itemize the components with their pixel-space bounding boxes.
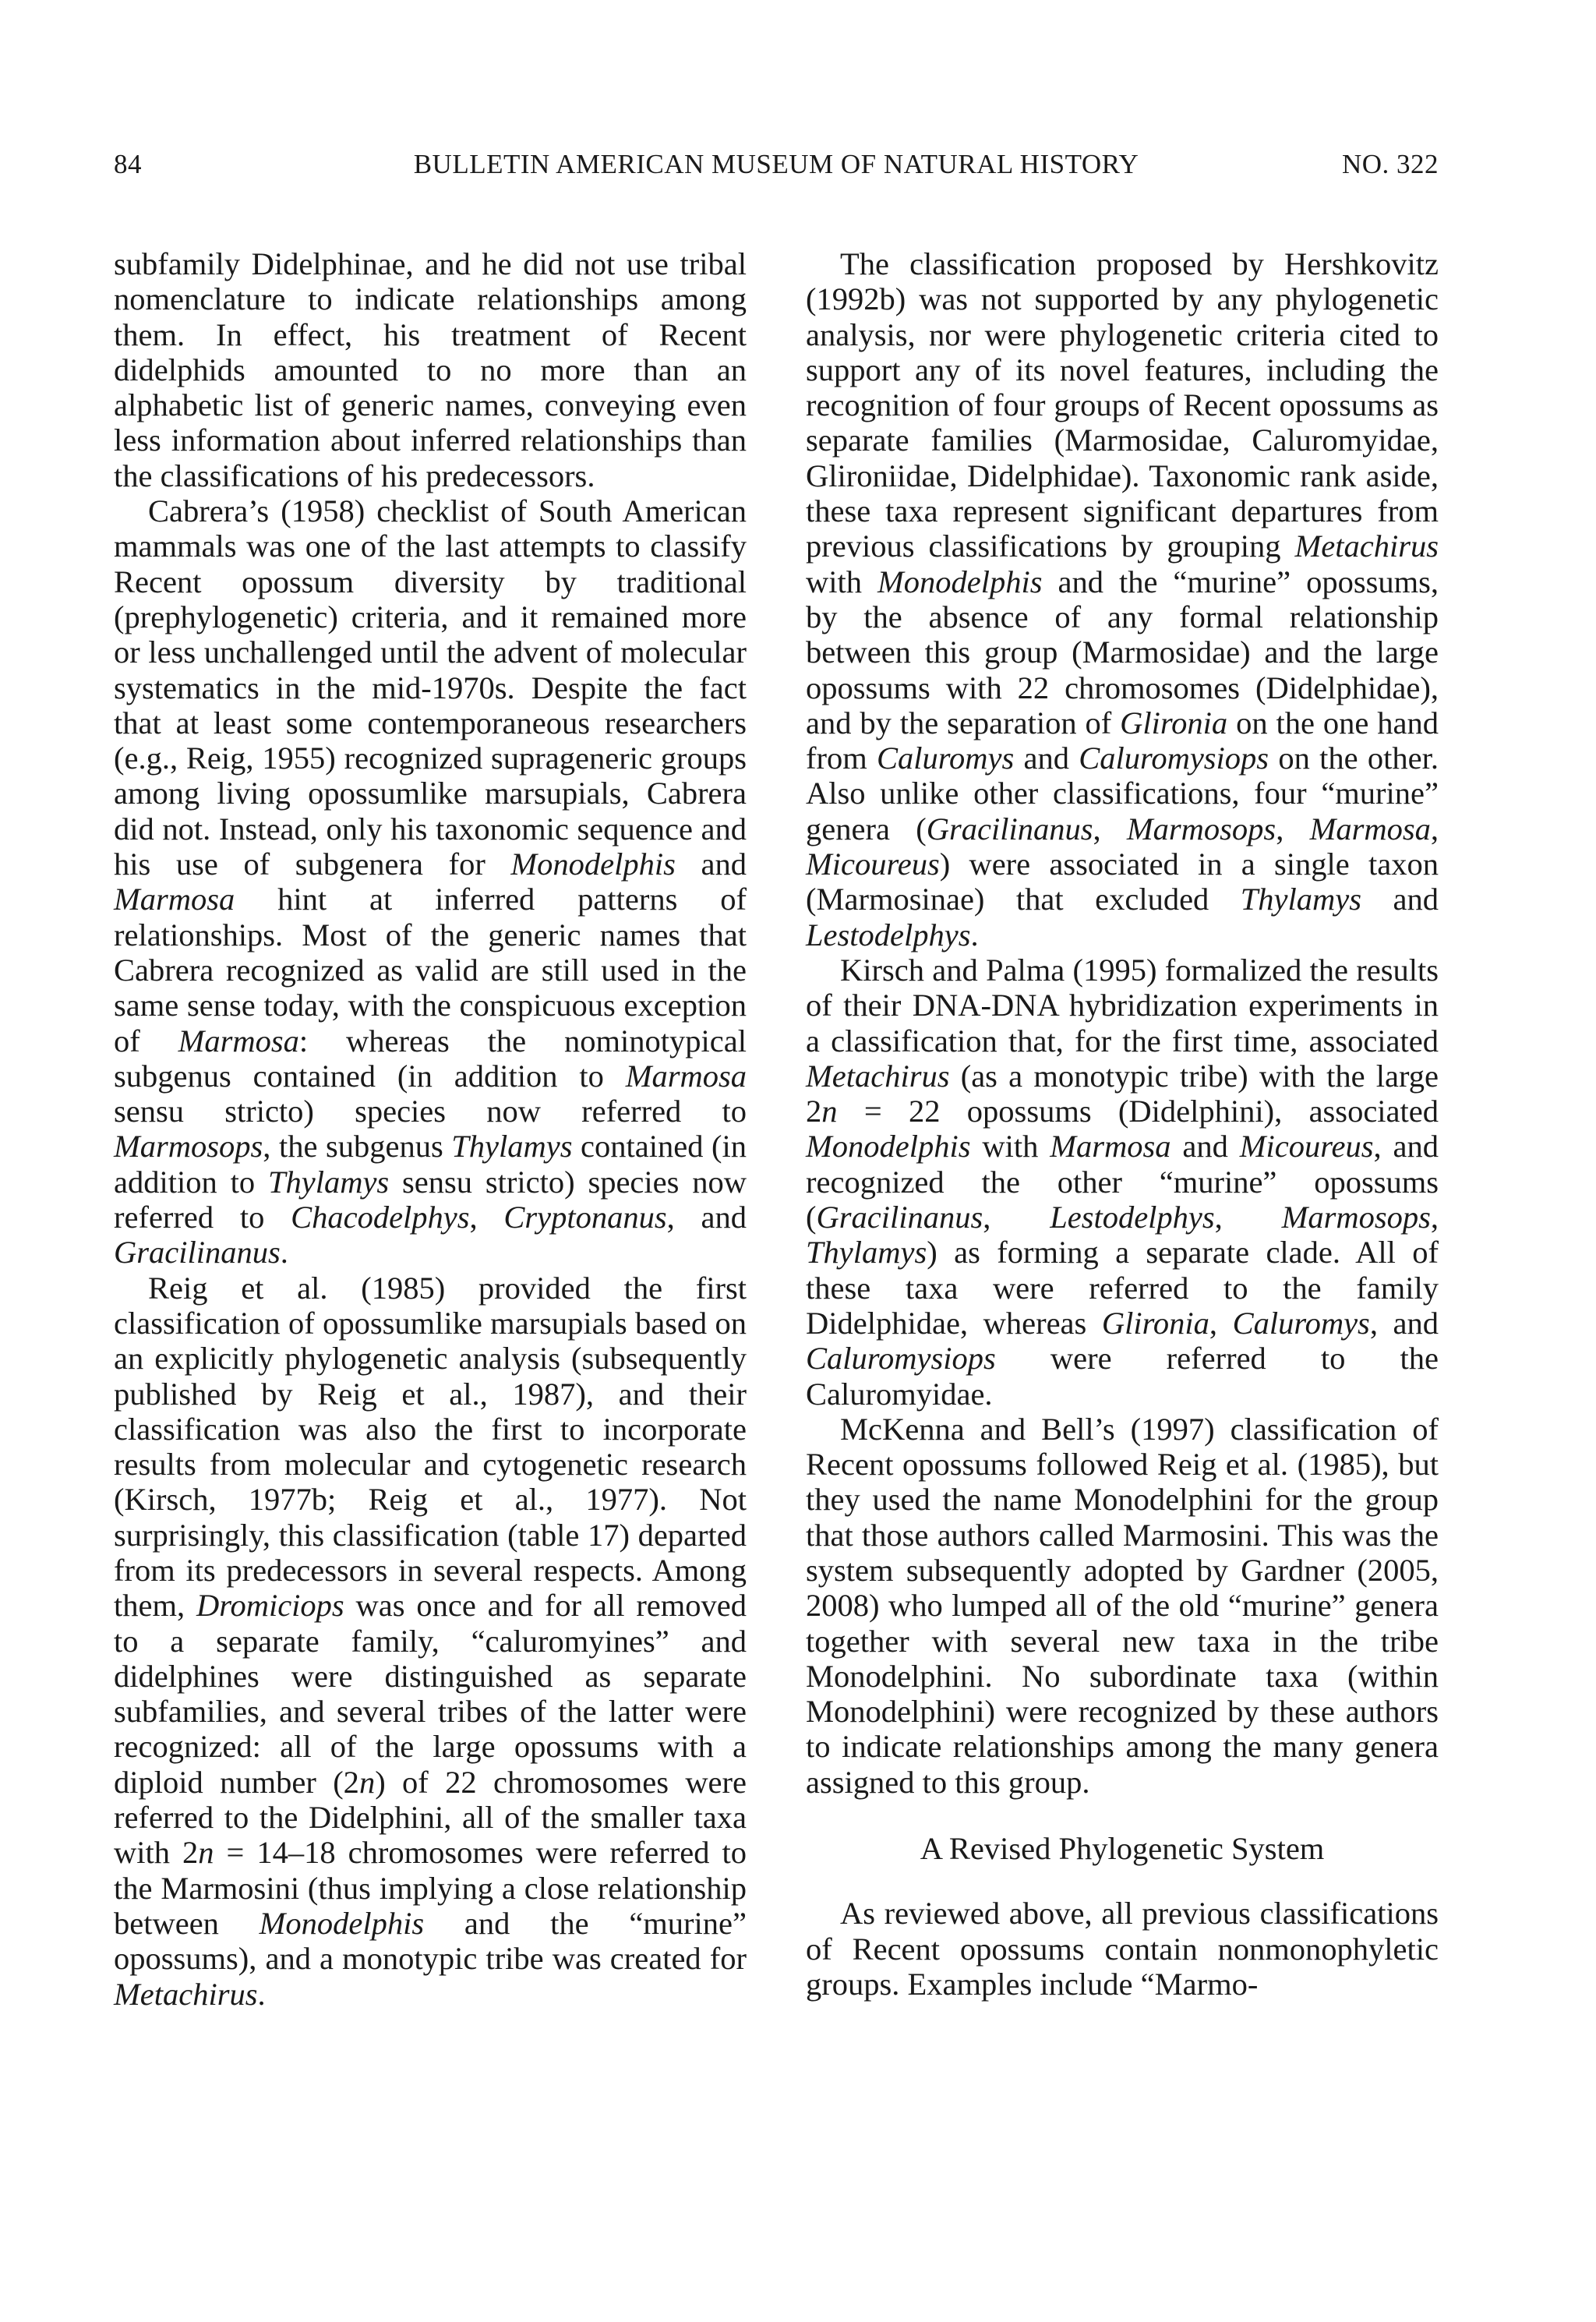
right-paragraph-4: As reviewed above, all previous classifications of Recent opossums contain nonmonophyletic groups. Examples include “Marmo- [806, 1896, 1439, 2002]
page-number: 84 [114, 149, 142, 179]
right-paragraph-2: Kirsch and Palma (1995) formalized the results of their DNA-DNA hybridization experiments in a classification that, for the first time, associated Metachirus (as a monotypic tribe) with the large 2n = 22 opossums (Didelphini), associated Monodelphis with Marmosa and Micoureus, and recognized the other “murine” opossums (Gracilinanus, Lestodelphys, Marmosops, Thylamys) as forming a separate clade. All of these taxa were referred to the family Didelphidae, whereas Glironia, Caluromys, and Caluromysiops were referred to the Caluromyidae. [806, 952, 1439, 1412]
right-paragraph-3: McKenna and Bell’s (1997) classification of Recent opossums followed Reig et al. (1985), but they used the name Monodelphini for the group that those authors called Marmosini. This was the system subsequently adopted by Gardner (2005, 2008) who lumped all of the old “murine” genera together with several new taxa in the tribe Monodelphini. No subordinate taxa (within Monodelphini) were recognized by these authors to indicate relationships among the many genera assigned to this group. [806, 1411, 1439, 1800]
issue-number: NO. 322 [1341, 149, 1439, 179]
right-column [806, 246, 1439, 2002]
running-head [114, 145, 1439, 184]
left-paragraph-1: subfamily Didelphinae, and he did not use tribal nomenclature to indicate relationships among them. In effect, his treatment of Recent didelphids amounted to no more than an alphabetic list of generic names, conveying even less information about inferred relationships than the classifications of his predecessors. [114, 246, 747, 493]
section-heading: A Revised Phylogenetic System [920, 1831, 1325, 1867]
right-paragraph-1: The classification proposed by Hershkovitz (1992b) was not supported by any phylogenetic analysis, nor were phylogenetic criteria cited to support any of its novel features, including the recognition of four groups of Recent opossums as separate families (Marmosidae, Caluromyidae, Glironiidae, Didelphidae). Taxonomic rank aside, these taxa represent significant departures from previous classifications by grouping Metachirus with Monodelphis and the “murine” opossums, by the absence of any formal relationship between this group (Marmosidae) and the large opossums with 22 chromosomes (Didelphidae), and by the separation of Glironia on the one hand from Caluromys and Caluromysiops on the other. Also unlike other classifications, four “murine” genera (Gracilinanus, Marmosops, Marmosa, Micoureus) were associated in a single taxon (Marmosinae) that excluded Thylamys and Lestodelphys. [806, 246, 1439, 952]
journal-title: BULLETIN AMERICAN MUSEUM OF NATURAL HISTORY [413, 149, 1139, 179]
left-paragraph-3: Reig et al. (1985) provided the first classification of opossumlike marsupials based on an explicitly phylogenetic analysis (subsequently published by Reig et al., 1987), and their classification was also the first to incorporate results from molecular and cytogenetic research (Kirsch, 1977b; Reig et al., 1977). Not surprisingly, this classification (table 17) departed from its predecessors in several respects. Among them, Dromiciops was once and for all removed to a separate family, “caluromyines” and didelphines were distinguished as separate subfamilies, and several tribes of the latter were recognized: all of the large opossums with a diploid number (2n) of 22 chromosomes were referred to the Didelphini, all of the smaller taxa with 2n = 14–18 chromosomes were referred to the Marmosini (thus implying a close relationship between Monodelphis and the “murine” opossums), and a monotypic tribe was created for Metachirus. [114, 1270, 747, 2012]
left-paragraph-2: Cabrera’s (1958) checklist of South American mammals was one of the last attempts to classify Recent opossum diversity by traditional (prephylogenetic) criteria, and it remained more or less unchallenged until the advent of molecular systematics in the mid-1970s. Despite the fact that at least some contemporaneous researchers (e.g., Reig, 1955) recognized suprageneric groups among living opossumlike marsupials, Cabrera did not. Instead, only his taxonomic sequence and his use of subgenera for Monodelphis and Marmosa hint at inferred patterns of relationships. Most of the generic names that Cabrera recognized as valid are still used in the same sense today, with the conspicuous exception of Marmosa: whereas the nominotypical subgenus contained (in addition to Marmosa sensu stricto) species now referred to Marmosops, the subgenus Thylamys contained (in addition to Thylamys sensu stricto) species now referred to Chacodelphys, Cryptonanus, and Gracilinanus. [114, 493, 747, 1271]
left-column [114, 246, 747, 2012]
